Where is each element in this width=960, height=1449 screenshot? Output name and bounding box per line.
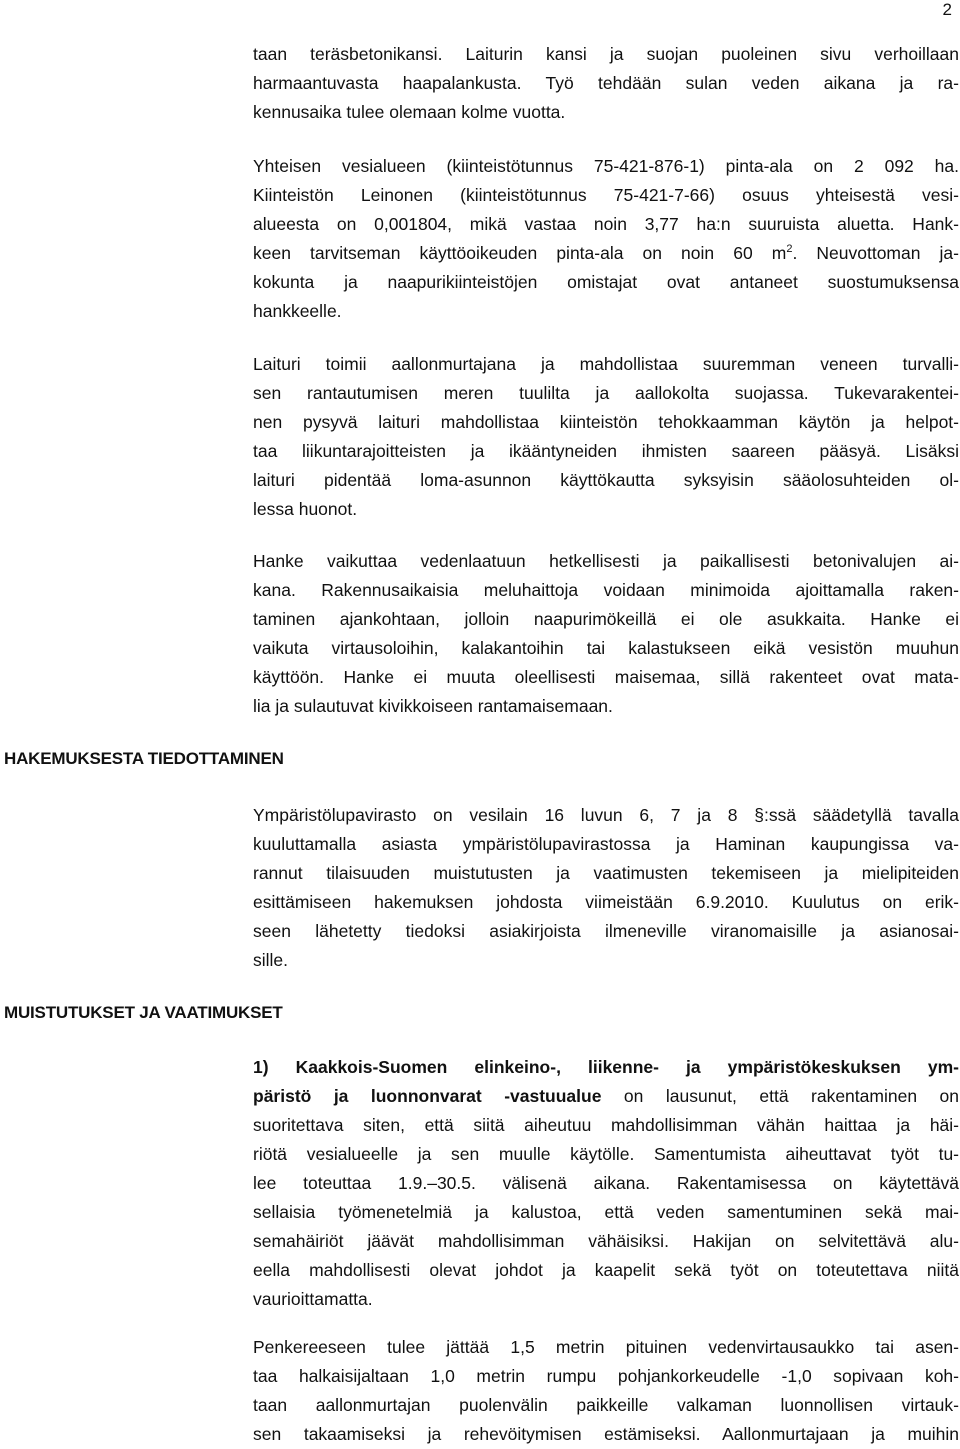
section-heading-muistutukset-ja-vaatimukset: MUISTUTUKSET JA VAATIMUKSET [4,1003,283,1022]
page-number: 2 [942,0,952,19]
text-line: seen lähetetty tiedoksi asiakirjoista ilmeneville viranomaisille ja asianosai- [253,921,959,941]
text-line: taa halkaisijaltaan 1,0 metrin rumpu pohjankorkeudelle -1,0 sopivaan koh- [253,1366,959,1386]
authority-name: 1) Kaakkois-Suomen elinkeino-, liikenne- ja ympäristökeskuksen ym- [253,1057,959,1077]
text-line: kuuluttamalla asiasta ympäristölupavirastossa ja Haminan kaupungissa va- [253,834,959,854]
text-line: taminen ajankohtaan, jolloin naapurimökeillä ei ole asukkaita. Hanke ei [253,609,959,629]
text-line [253,1053,959,1082]
text-line: kennusaika tulee olemaan kolme vuotta. [253,102,566,122]
text-line: nen pysyvä laituri mahdollistaa kiinteistön tehokkaamman käytön ja helpot- [253,412,959,432]
section-heading-hakemuksesta-tiedottaminen: HAKEMUKSESTA TIEDOTTAMINEN [4,749,284,768]
text-line: lee toteuttaa 1.9.–30.5. välisenä aikana. Rakentamisessa on käytettävä [253,1173,959,1193]
authority-name: päristö ja luonnonvarat -vastuualue [253,1086,602,1106]
text-line: Yhteisen vesialueen (kiinteistötunnus 75-421-876-1) pinta-ala on 2 092 ha. [253,156,959,176]
paragraph-water-area [253,152,959,326]
text-line [253,1082,959,1111]
paragraph-announcement [253,801,959,975]
text-line: käyttöön. Hanke ei muuta oleellisesti maisemaa, sillä rakenteet ovat mata- [253,667,959,687]
text-line: Ympäristölupavirasto on vesilain 16 luvun 6, 7 ja 8 §:ssä säädetyllä tavalla [253,805,959,825]
text-line: sen takaamiseksi ja rehevöitymisen estämiseksi. Aallonmurtajaan ja muihin [253,1424,959,1444]
text-line: eella mahdollisesti olevat johdot ja kaapelit sekä työt on toteutettava niitä [253,1260,959,1280]
text-line: alueesta on 0,001804, mikä vastaa noin 3,77 ha:n suuruista aluetta. Hank- [253,214,959,234]
text-line: taan teräsbetonikansi. Laiturin kansi ja suojan puoleinen sivu verhoillaan [253,44,959,64]
text-line: vaurioittamatta. [253,1289,373,1309]
text-line: lia ja sulautuvat kivikkoiseen rantamaisemaan. [253,696,613,716]
text-line: harmaantuvasta haapalankusta. Työ tehdään sulan veden aikana ja ra- [253,73,959,93]
text-line: Penkereeseen tulee jättää 1,5 metrin pituinen vedenvirtausaukko tai asen- [253,1337,959,1357]
text-line: sellaisia työmenetelmiä ja kalustoa, että veden samentuminen sekä mai- [253,1202,959,1222]
text-line: kana. Rakennusaikaisia meluhaittoja voidaan minimoida ajoittamalla raken- [253,580,959,600]
text-line: Laituri toimii aallonmurtajana ja mahdollistaa suuremman veneen turvalli- [253,354,959,374]
text-line: Hanke vaikuttaa vedenlaatuun hetkellisesti ja paikallisesti betonivalujen ai- [253,551,959,571]
paragraph-embankment [253,1333,959,1449]
text-line: lessa huonot. [253,499,358,519]
text-line: rannut tilaisuuden muistutusten ja vaatimusten tekemiseen ja mielipiteiden [253,863,959,883]
text-line: laituri pidentää loma-asunnon käyttökautta syksyisin sääolosuhteiden ol- [253,470,959,490]
text-line: sille. [253,950,289,970]
text-fragment: on lausunut, että rakentaminen on [601,1086,959,1106]
text-line: Kiinteistön Leinonen (kiinteistötunnus 75-421-7-66) osuus yhteisestä vesi- [253,185,959,205]
text-line [253,239,959,268]
text-line: taan aallonmurtajan puolenvälin paikkeille valkaman luonnollisen virtauk- [253,1395,959,1415]
paragraph-impacts [253,547,959,721]
text-line: kokunta ja naapurikiinteistöjen omistajat ovat antaneet suostumuksensa [253,272,959,292]
text-line: taa liikuntarajoitteisten ja ikääntyneiden ihmisten saareen pääsyä. Lisäksi [253,441,959,461]
text-fragment: keen tarvitseman käyttöoikeuden pinta-ala on noin 60 m [253,243,787,263]
text-line: esittämiseen hakemuksen johdosta viimeistään 6.9.2010. Kuulutus on erik- [253,892,959,912]
text-fragment: . Neuvottoman ja- [792,243,959,263]
paragraph-intro-continuation [253,40,959,127]
text-line: suoritettava siten, että siitä aiheutuu mahdollisimman vähän haittaa ja häi- [253,1115,959,1135]
superscript: 2 [786,243,793,255]
text-line: riötä vesialueelle ja sen muulle käytölle. Samentumista aiheuttavat työt tu- [253,1144,959,1164]
paragraph-ely-statement [253,1053,959,1314]
text-line: sen rantautumisen meren tuulilta ja aallokolta suojassa. Tukevarakentei- [253,383,959,403]
text-line: vaikuta virtausoloihin, kalakantoihin tai kalastukseen eikä vesistön muuhun [253,638,959,658]
text-line: semahäiriöt jäävät mahdollisimman vähäisiksi. Hakijan on selvitettävä alu- [253,1231,959,1251]
paragraph-breakwater [253,350,959,524]
text-line: hankkeelle. [253,301,342,321]
